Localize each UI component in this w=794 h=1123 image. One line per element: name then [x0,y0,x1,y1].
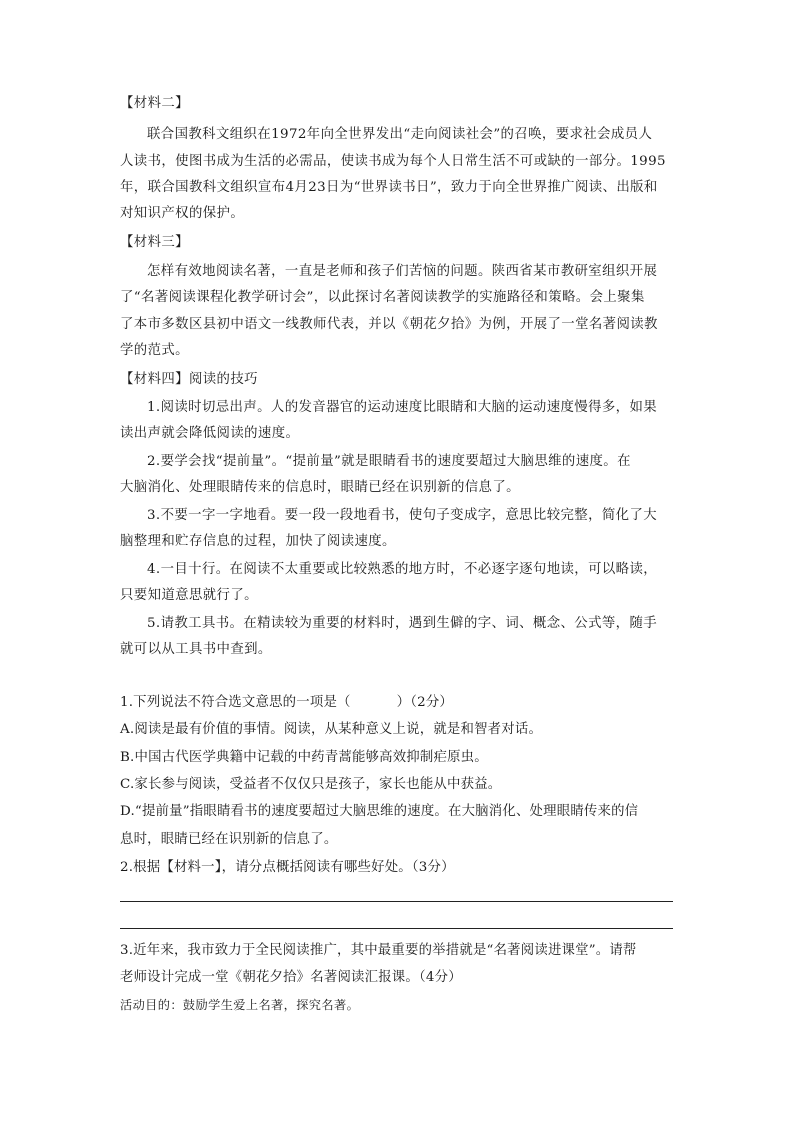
material-4-line: 1.阅读时切忌出声。人的发音器官的运动速度比眼睛和大脑的运动速度慢得多，如果 [147,400,658,415]
material-4-line: 3.不要一字一字地看。要一段一段地看书，使句子变成字，意思比较完整，简化了大 [147,508,658,523]
material-2-line: 联合国教科文组织在1972年向全世界发出“走向阅读社会”的召唤，要求社会成员人 [147,127,653,142]
material-2-line: 年，联合国教科文组织宣布4月23日为“世界读书日”，致力于向全世界推广阅读、出版和 [120,180,658,195]
material-3-heading: 【材料三】 [120,235,189,250]
material-4-line: 大脑消化、处理眼睛传来的信息时，眼睛已经在识别新的信息了。 [120,480,520,495]
material-3-line: 了本市多数区县初中语文一线教师代表，并以《朝花夕拾》为例，开展了一堂名著阅读教 [120,317,658,332]
answer-line[interactable] [120,901,673,902]
option-d-continued: 息时，眼睛已经在识别新的信息了。 [120,832,338,847]
material-3-line: 了“名著阅读课程化教学研讨会”，以此探讨名著阅读教学的实施路径和策略。会上聚集 [120,290,645,305]
question-1-stem-text: 1.下列说法不符合选文意思的一项是（ [120,695,351,710]
material-3-line: 怎样有效地阅读名著，一直是老师和孩子们苦恼的问题。陕西省某市教研室组织开展 [147,264,658,279]
activity-goal: 活动目的：鼓励学生爱上名著，探究名著。 [120,998,360,1012]
answer-line[interactable] [120,928,673,929]
material-4-line: 只要知道意思就行了。 [120,588,258,603]
question-3-line: 3.近年来，我市致力于全民阅读推广，其中最重要的举措就是“名著阅读进课堂”。请帮 [120,943,637,958]
material-4-heading: 【材料四】阅读的技巧 [120,372,258,387]
material-4-line: 就可以从工具书中查到。 [120,642,272,657]
option-a: A.阅读是最有价值的事情。阅读，从某种意义上说，就是和智者对话。 [120,722,543,737]
material-4-line: 2.要学会找“提前量”。“提前量”就是眼睛看书的速度要超过大脑思维的速度。在 [147,454,631,469]
option-d: D.“提前量”指眼睛看书的速度要超过大脑思维的速度。在大脑消化、处理眼睛传来的信 [120,804,639,819]
material-4-line: 5.请教工具书。在精读较为重要的材料时，遇到生僻的字、词、概念、公式等，随手 [147,616,658,631]
option-c: C.家长参与阅读，受益者不仅仅只是孩子，家长也能从中获益。 [120,777,502,792]
material-3-line: 学的范式。 [120,343,189,358]
material-4-line: 读出声就会降低阅读的速度。 [120,426,300,441]
option-b: B.中国古代医学典籍中记载的中药青蒿能够高效抑制疟原虫。 [120,750,488,765]
question-2-stem: 2.根据【材料一】，请分点概括阅读有哪些好处。（3分） [120,860,455,875]
question-3-line: 老师设计完成一堂《朝花夕拾》名著阅读汇报课。（4分） [120,970,462,985]
material-2-line: 对知识产权的保护。 [120,206,245,221]
material-4-line: 脑整理和贮存信息的过程，加快了阅读速度。 [120,534,396,549]
question-1-stem [120,693,453,713]
material-4-line: 4.一目十行。在阅读不太重要或比较熟悉的地方时，不必逐字逐句地读，可以略读， [147,562,658,577]
material-2-line: 人读书，使图书成为生活的必需品，使读书成为每个人日常生活不可或缺的一部分。1995 [120,154,666,169]
material-2-heading: 【材料二】 [120,96,189,111]
question-1-score: ）（2分） [396,695,454,710]
